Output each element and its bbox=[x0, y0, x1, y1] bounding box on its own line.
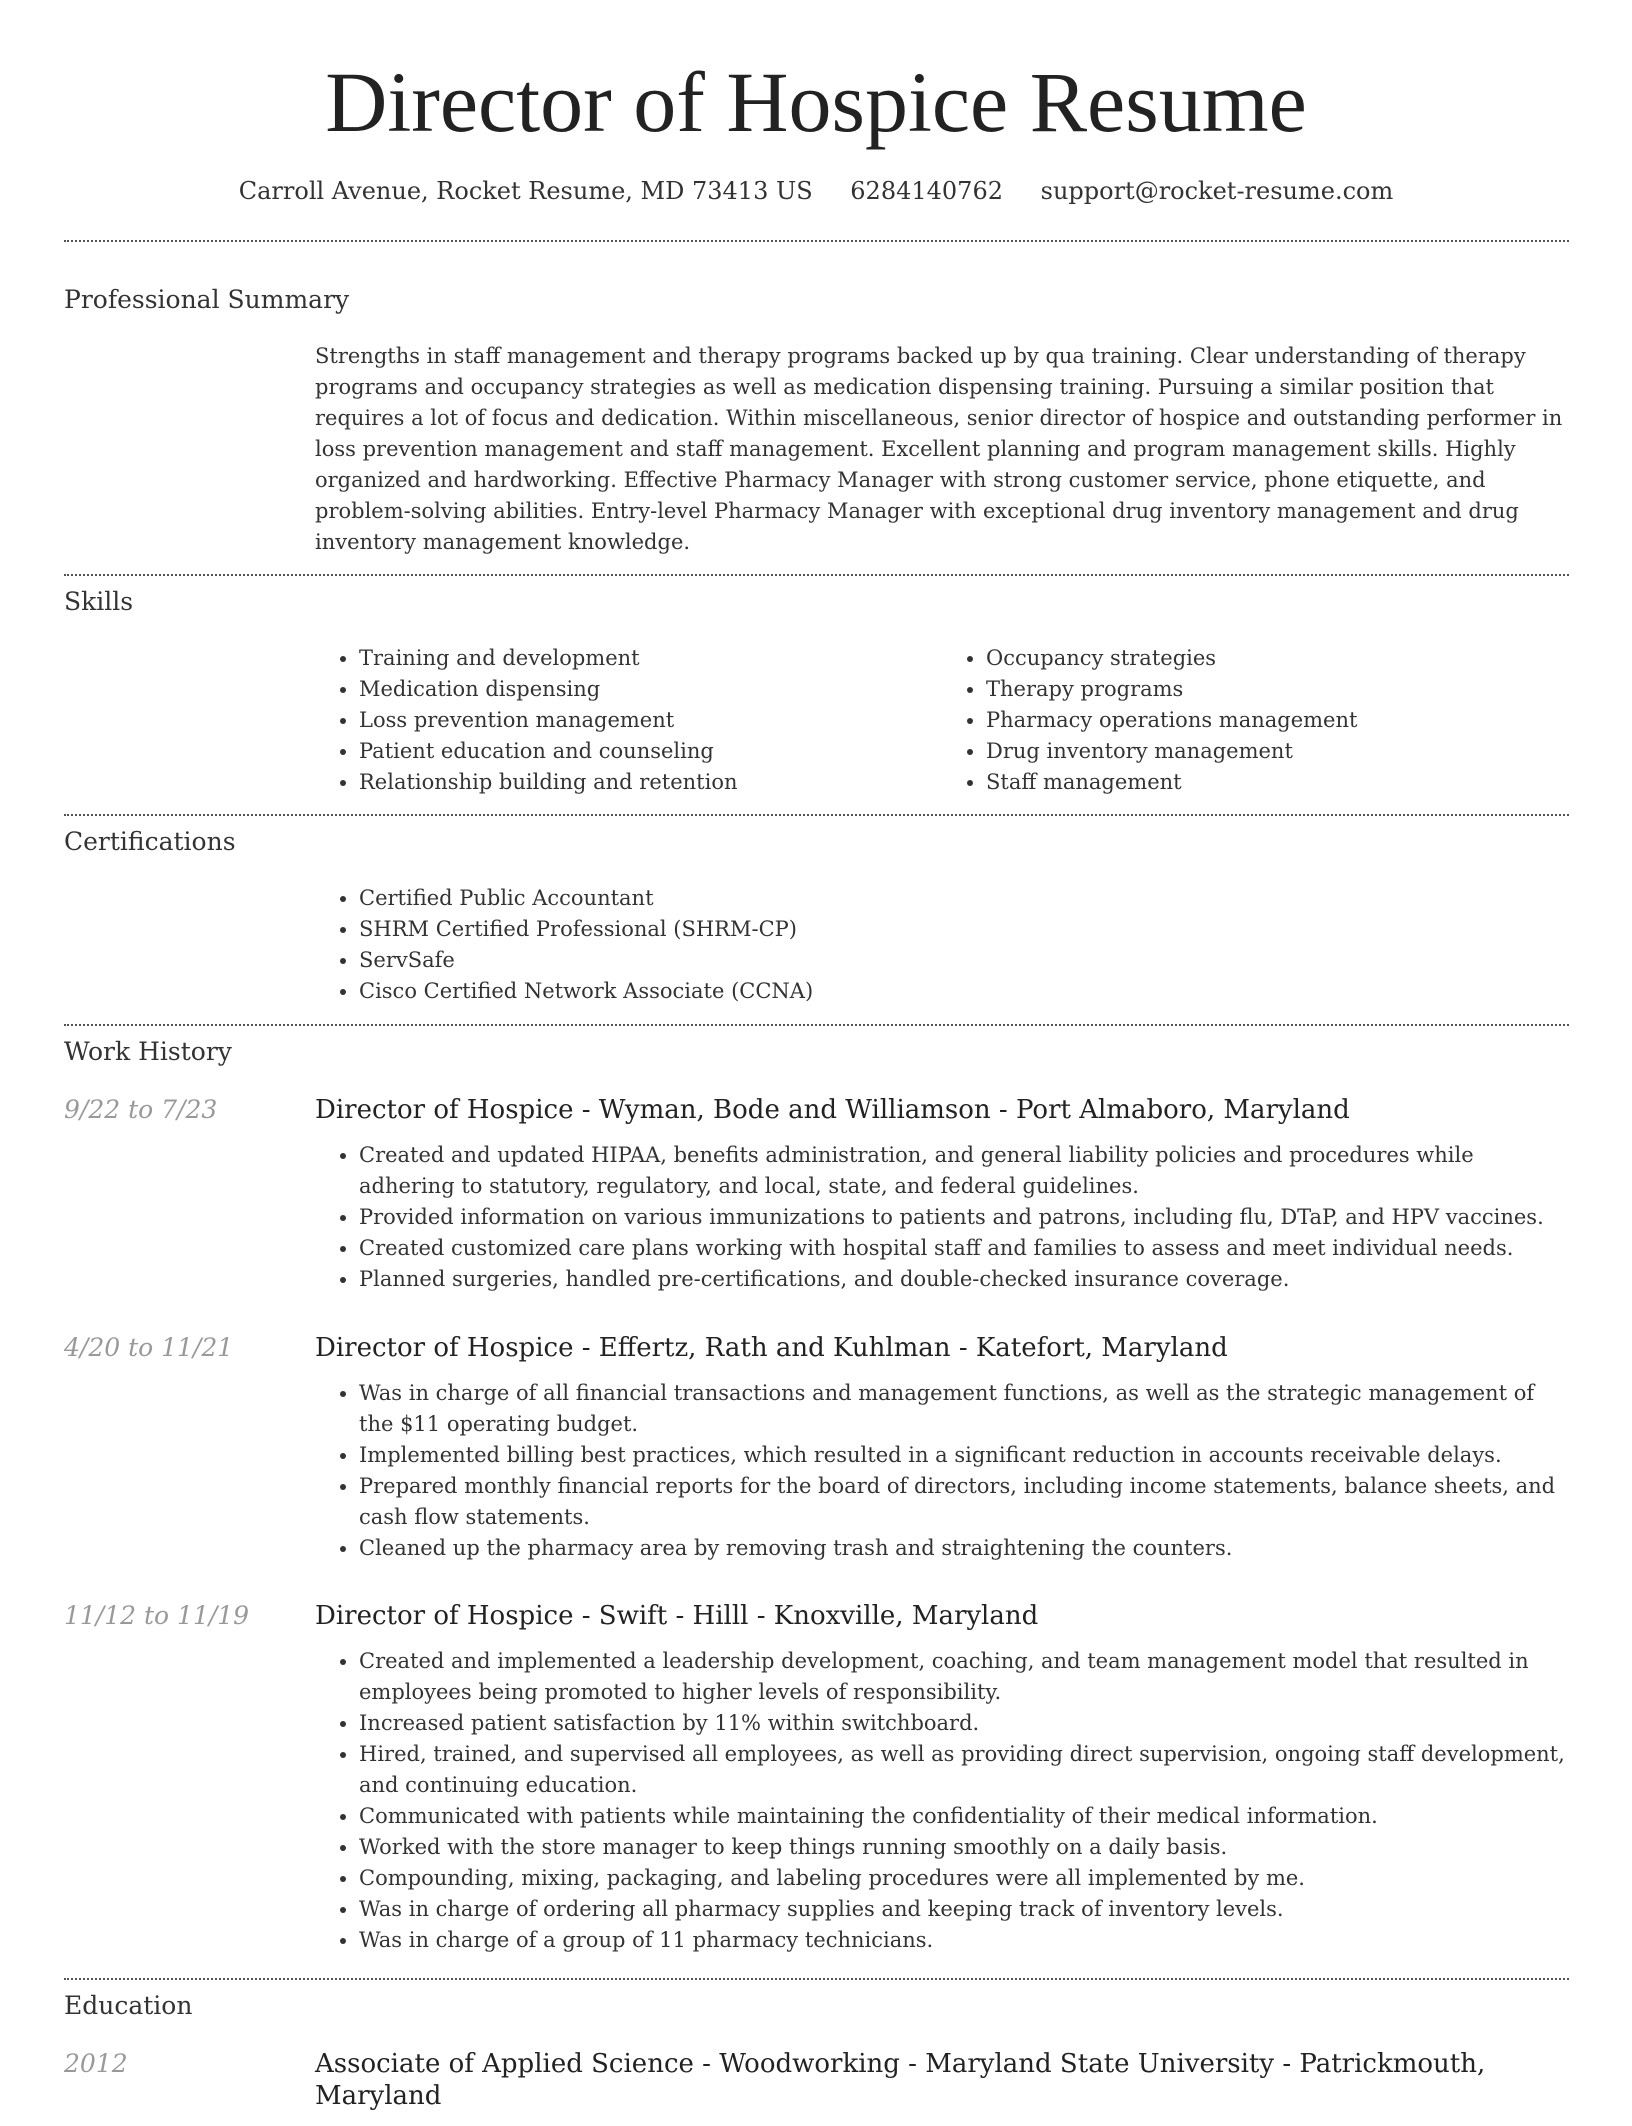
summary-text: Strengths in staff management and therapy programs backed up by qua training. Clear understanding of therapy programs and occupancy strategies as well as medication dispensing training. Pursuing a similar position that requires a lot of focus and dedication. Within miscellaneous, senior director of hospice and outstanding performer in loss prevention management and staff management. Excellent planning and program management skills. Highly organized and hardworking. Effective Pharmacy Manager with strong customer service, phone etiquette, and problem-solving abilities. Entry-level Pharmacy Manager with exceptional drug inventory management and drug inventory management knowledge. bbox=[315, 344, 1563, 554]
job-bullet: • Created and updated HIPAA, benefits administration, and general liability policies and procedures while adhering to statutory, regulatory, and local, state, and federal guidelines. bbox=[359, 1140, 1569, 1202]
job-bullet: • Compounding, mixing, packaging, and labeling procedures were all implemented by me. bbox=[359, 1863, 1569, 1894]
job-dates: 4/20 to 11/21 bbox=[64, 1333, 234, 1362]
education-entry bbox=[315, 2048, 1569, 2126]
divider bbox=[64, 1024, 1569, 1026]
certification-item: • Certified Public Accountant bbox=[359, 883, 1569, 914]
job-bullet: • Was in charge of all financial transactions and management functions, as well as the strategic management of the $11 operating budget. bbox=[359, 1378, 1569, 1440]
contact-phone: 6284140762 bbox=[850, 177, 1003, 205]
job-bullet: • Provided information on various immunizations to patients and patrons, including flu, DTaP, and HPV vaccines. bbox=[359, 1202, 1569, 1233]
job-bullet: • Implemented billing best practices, which resulted in a significant reduction in accounts receivable delays. bbox=[359, 1440, 1569, 1471]
education-year: 2012 bbox=[64, 2049, 128, 2078]
skill-item: • Medication dispensing bbox=[359, 674, 942, 705]
skills-section bbox=[315, 643, 1569, 798]
skill-item: • Loss prevention management bbox=[359, 705, 942, 736]
job-bullet: • Was in charge of a group of 11 pharmacy technicians. bbox=[359, 1925, 1569, 1956]
divider bbox=[64, 240, 1569, 242]
certifications-section bbox=[315, 883, 1569, 1007]
job-bullets bbox=[315, 1378, 1569, 1564]
skill-item: • Drug inventory management bbox=[986, 736, 1569, 767]
contact-email: support@rocket-resume.com bbox=[1040, 177, 1394, 205]
job-bullet: • Worked with the store manager to keep things running smoothly on a daily basis. bbox=[359, 1832, 1569, 1863]
job-entry bbox=[315, 1332, 1569, 1564]
skill-item: • Staff management bbox=[986, 767, 1569, 798]
work-history-heading: Work History bbox=[64, 1037, 232, 1066]
job-bullet: • Created and implemented a leadership development, coaching, and team management model that resulted in employees being promoted to higher levels of responsibility. bbox=[359, 1646, 1569, 1708]
skills-heading: Skills bbox=[64, 587, 134, 616]
certifications-list bbox=[315, 883, 1569, 1007]
job-bullet: • Cleaned up the pharmacy area by removing trash and straightening the counters. bbox=[359, 1533, 1569, 1564]
contact-line bbox=[0, 176, 1632, 206]
job-bullet: • Hired, trained, and supervised all employees, as well as providing direct supervision, ongoing staff development, and continuing education. bbox=[359, 1739, 1569, 1801]
summary-section bbox=[315, 341, 1569, 558]
job-dates: 9/22 to 7/23 bbox=[64, 1095, 218, 1124]
job-bullet: • Created customized care plans working with hospital staff and families to assess and meet individual needs. bbox=[359, 1233, 1569, 1264]
skill-item: • Pharmacy operations management bbox=[986, 705, 1569, 736]
education-title: Associate of Applied Science - Woodworking - Maryland State University - Patrickmouth, Maryland bbox=[315, 2049, 1486, 2111]
divider bbox=[64, 1978, 1569, 1980]
skill-item: • Training and development bbox=[359, 643, 942, 674]
skill-item: • Relationship building and retention bbox=[359, 767, 942, 798]
job-entry bbox=[315, 1094, 1569, 1295]
certification-item: • SHRM Certified Professional (SHRM-CP) bbox=[359, 914, 1569, 945]
job-bullet: • Planned surgeries, handled pre-certifications, and double-checked insurance coverage. bbox=[359, 1264, 1569, 1295]
contact-address: Carroll Avenue, Rocket Resume, MD 73413 US bbox=[238, 177, 813, 205]
job-bullets bbox=[315, 1646, 1569, 1956]
job-bullet: • Communicated with patients while maintaining the confidentiality of their medical information. bbox=[359, 1801, 1569, 1832]
resume-title: Director of Hospice Resume bbox=[325, 54, 1307, 150]
divider bbox=[64, 574, 1569, 576]
skill-item: • Patient education and counseling bbox=[359, 736, 942, 767]
job-bullet: • Was in charge of ordering all pharmacy supplies and keeping track of inventory levels. bbox=[359, 1894, 1569, 1925]
job-dates: 11/12 to 11/19 bbox=[64, 1601, 250, 1630]
certification-item: • ServSafe bbox=[359, 945, 1569, 976]
skills-list-left bbox=[315, 643, 942, 798]
education-heading: Education bbox=[64, 1991, 193, 2020]
skill-item: • Occupancy strategies bbox=[986, 643, 1569, 674]
job-bullet: • Prepared monthly financial reports for the board of directors, including income statements, balance sheets, and cash flow statements. bbox=[359, 1471, 1569, 1533]
job-title: Director of Hospice - Effertz, Rath and Kuhlman - Katefort, Maryland bbox=[315, 1333, 1228, 1363]
job-title: Director of Hospice - Wyman, Bode and Williamson - Port Almaboro, Maryland bbox=[315, 1095, 1350, 1125]
job-bullet: • Increased patient satisfaction by 11% within switchboard. bbox=[359, 1708, 1569, 1739]
divider bbox=[64, 814, 1569, 816]
skill-item: • Therapy programs bbox=[986, 674, 1569, 705]
certification-item: • Cisco Certified Network Associate (CCNA) bbox=[359, 976, 1569, 1007]
job-bullets bbox=[315, 1140, 1569, 1295]
job-entry bbox=[315, 1600, 1569, 1956]
skills-list-right bbox=[942, 643, 1569, 798]
summary-heading: Professional Summary bbox=[64, 285, 350, 314]
job-title: Director of Hospice - Swift - Hilll - Knoxville, Maryland bbox=[315, 1601, 1039, 1631]
certifications-heading: Certifications bbox=[64, 827, 236, 856]
